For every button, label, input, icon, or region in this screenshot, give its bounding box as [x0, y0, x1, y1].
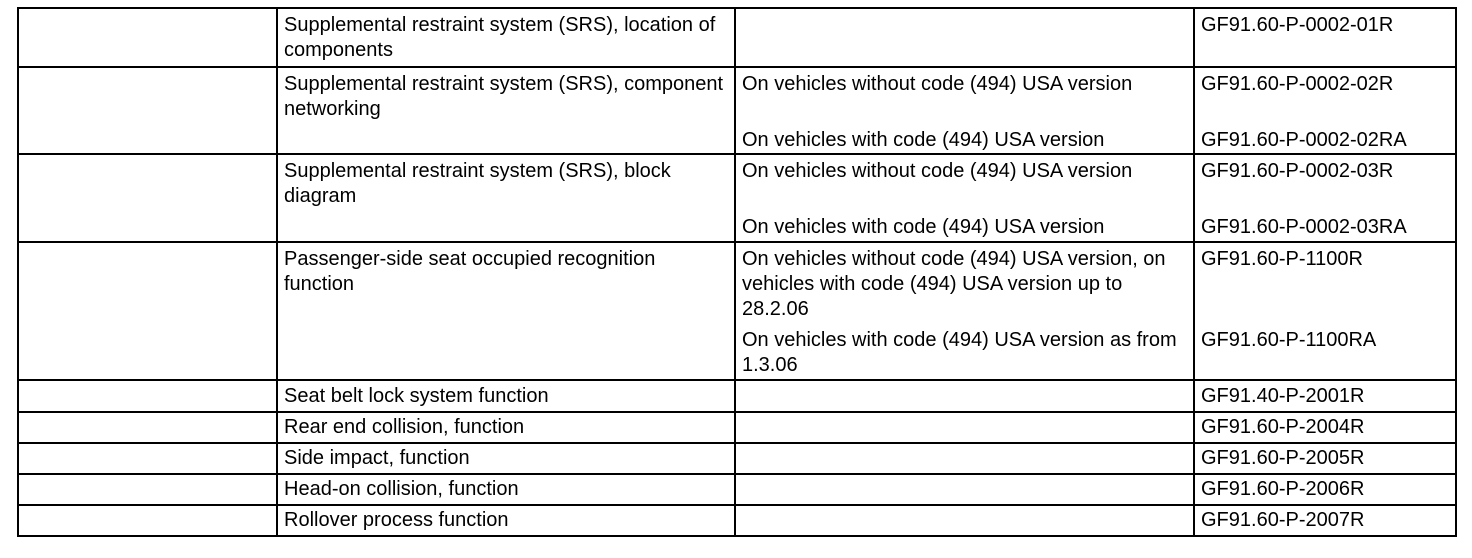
document-code[interactable]: GF91.60-P-0002-03RA [1201, 216, 1407, 238]
blank-cell [18, 242, 277, 380]
title-cell [277, 154, 735, 242]
document-code[interactable]: GF91.60-P-0002-01R [1201, 14, 1394, 36]
table-row [18, 380, 1456, 412]
title-cell [277, 380, 735, 412]
title-cell [277, 505, 735, 536]
blank-cell [18, 154, 277, 242]
row-condition: On vehicles without code (494) USA version, on vehicles with code (494) USA version up to 28.2.06 [742, 248, 1166, 320]
row-condition: On vehicles with code (494) USA version [742, 129, 1105, 151]
row-title: Side impact, function [284, 447, 470, 469]
condition-cell [735, 412, 1194, 443]
title-cell [277, 67, 735, 154]
title-cell [277, 412, 735, 443]
condition-cell [735, 154, 1194, 242]
table-row [18, 412, 1456, 443]
code-cell [1194, 67, 1456, 154]
row-condition: On vehicles with code (494) USA version as from 1.3.06 [742, 329, 1177, 376]
table-row [18, 8, 1456, 67]
blank-cell [18, 474, 277, 505]
document-code[interactable]: GF91.60-P-2005R [1201, 447, 1365, 469]
title-cell [277, 8, 735, 67]
condition-cell [735, 67, 1194, 154]
document-code[interactable]: GF91.60-P-2004R [1201, 416, 1365, 438]
document-code[interactable]: GF91.60-P-1100RA [1201, 329, 1377, 351]
row-title: Supplemental restraint system (SRS), block diagram [284, 160, 671, 207]
row-title: Passenger-side seat occupied recognition function [284, 248, 656, 295]
row-title: Rear end collision, function [284, 416, 525, 438]
code-cell [1194, 474, 1456, 505]
row-title: Supplemental restraint system (SRS), location of components [284, 14, 716, 61]
code-cell [1194, 242, 1456, 380]
table-row [18, 67, 1456, 154]
row-title: Head-on collision, function [284, 478, 519, 500]
condition-cell [735, 474, 1194, 505]
table-row [18, 154, 1456, 242]
row-condition: On vehicles with code (494) USA version [742, 216, 1105, 238]
condition-cell [735, 380, 1194, 412]
code-cell [1194, 8, 1456, 67]
document-code[interactable]: GF91.60-P-0002-03R [1201, 160, 1394, 182]
table-row [18, 474, 1456, 505]
row-condition: On vehicles without code (494) USA version [742, 73, 1133, 95]
code-cell [1194, 443, 1456, 474]
row-title: Rollover process function [284, 509, 509, 531]
code-cell [1194, 505, 1456, 536]
blank-cell [18, 443, 277, 474]
document-code[interactable]: GF91.60-P-0002-02RA [1201, 129, 1407, 151]
blank-cell [18, 8, 277, 67]
document-reference-table [17, 7, 1457, 537]
blank-cell [18, 380, 277, 412]
document-code[interactable]: GF91.60-P-2006R [1201, 478, 1365, 500]
document-code[interactable]: GF91.40-P-2001R [1201, 385, 1365, 407]
condition-cell [735, 443, 1194, 474]
title-cell [277, 443, 735, 474]
table-row [18, 443, 1456, 474]
table-row [18, 242, 1456, 380]
condition-cell [735, 242, 1194, 380]
blank-cell [18, 412, 277, 443]
document-code[interactable]: GF91.60-P-0002-02R [1201, 73, 1394, 95]
code-cell [1194, 380, 1456, 412]
document-code[interactable]: GF91.60-P-2007R [1201, 509, 1365, 531]
table-row [18, 505, 1456, 536]
code-cell [1194, 154, 1456, 242]
condition-cell [735, 8, 1194, 67]
code-cell [1194, 412, 1456, 443]
row-title: Supplemental restraint system (SRS), component networking [284, 73, 724, 120]
title-cell [277, 242, 735, 380]
row-condition: On vehicles without code (494) USA version [742, 160, 1133, 182]
blank-cell [18, 505, 277, 536]
condition-cell [735, 505, 1194, 536]
document-code[interactable]: GF91.60-P-1100R [1201, 248, 1363, 270]
row-title: Seat belt lock system function [284, 385, 549, 407]
blank-cell [18, 67, 277, 154]
title-cell [277, 474, 735, 505]
